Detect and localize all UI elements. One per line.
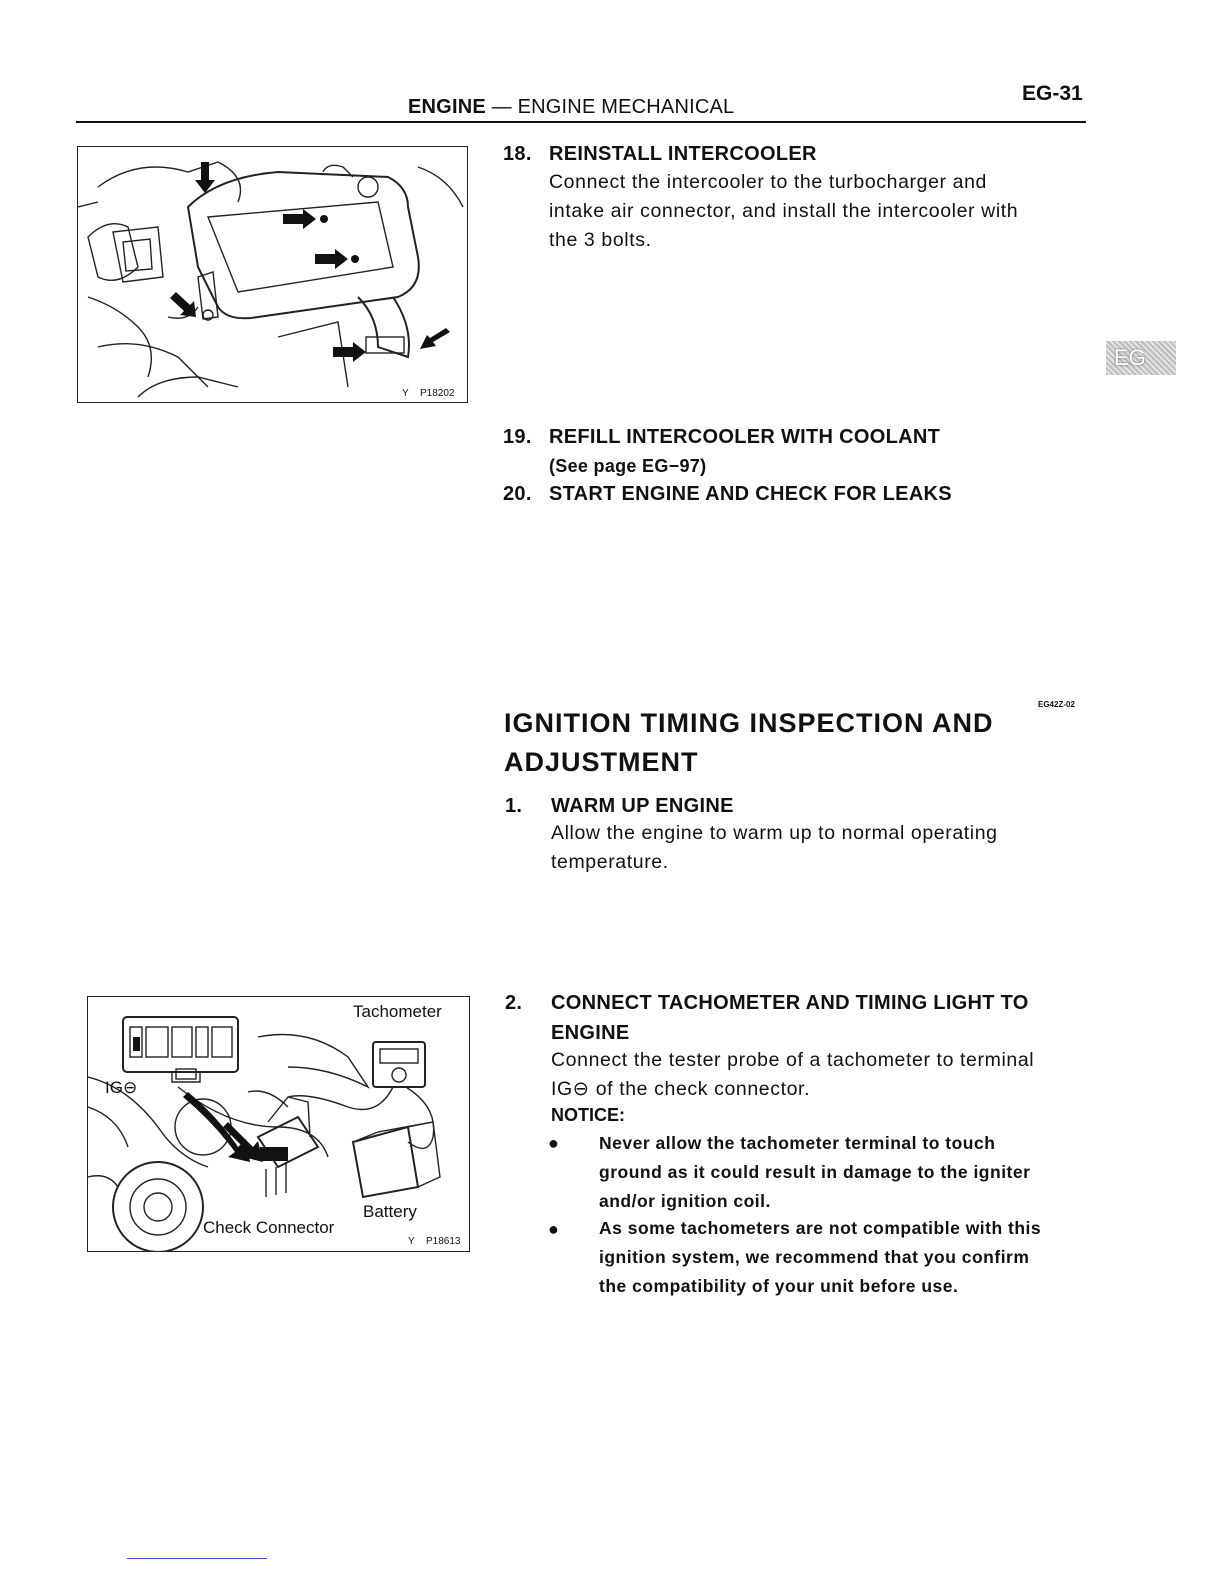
bullet-1-line-3: and/or ignition coil. xyxy=(599,1191,771,1211)
step-18-body xyxy=(549,168,1018,255)
step-18-number: 18. xyxy=(503,143,532,165)
step-20-title: START ENGINE AND CHECK FOR LEAKS xyxy=(549,483,952,505)
section-title-line-2: ADJUSTMENT xyxy=(504,747,699,777)
header-rule xyxy=(76,121,1086,123)
step-18-line-1: Connect the intercooler to the turbocharger and xyxy=(549,171,987,193)
bullet-1 xyxy=(599,1129,1089,1216)
section-title-line-1: IGNITION TIMING INSPECTION AND xyxy=(504,708,994,738)
label-battery: Battery xyxy=(363,1202,417,1221)
step-20-number: 20. xyxy=(503,483,532,505)
step-19-title: REFILL INTERCOOLER WITH COOLANT xyxy=(549,426,941,448)
section-code: EG42Z-02 xyxy=(1038,700,1075,709)
figure-code: P18202 xyxy=(420,388,455,399)
notice-label: NOTICE: xyxy=(551,1105,625,1125)
label-check-connector: Check Connector xyxy=(203,1218,335,1237)
bullet-2-line-2: ignition system, we recommend that you confirm xyxy=(599,1247,1030,1267)
page-header-title: ENGINE — ENGINE MECHANICAL xyxy=(408,96,735,118)
bullet-1-line-2: ground as it could result in damage to the igniter xyxy=(599,1162,1031,1182)
step-1-body xyxy=(551,819,998,877)
bullet-2-line-3: the compatibility of your unit before use. xyxy=(599,1276,959,1296)
step-19-subtitle: (See page EG−97) xyxy=(549,456,707,476)
step-1-line-1: Allow the engine to warm up to normal operating xyxy=(551,822,998,844)
bullet-2 xyxy=(599,1214,1089,1301)
tachometer-figure xyxy=(87,996,470,1252)
step-2-number: 2. xyxy=(505,992,523,1014)
bullet-2-dot: ● xyxy=(548,1219,559,1239)
bullet-2-line-1: As some tachometers are not compatible with this xyxy=(599,1218,1042,1238)
step-18-line-3: the 3 bolts. xyxy=(549,229,652,251)
step-2-title-line-2: ENGINE xyxy=(551,1022,630,1044)
step-2-body xyxy=(551,1046,1034,1104)
section-tab: EG xyxy=(1106,341,1176,375)
step-2-line-1: Connect the tester probe of a tachometer to terminal xyxy=(551,1049,1035,1071)
section-title xyxy=(504,704,1044,782)
step-19-number: 19. xyxy=(503,426,532,448)
intercooler-figure xyxy=(77,146,468,403)
step-1-title: WARM UP ENGINE xyxy=(551,795,734,817)
figure2-code-prefix: Y xyxy=(408,1236,415,1247)
intercooler-illustration xyxy=(78,147,467,402)
figure2-code: P18613 xyxy=(426,1236,461,1247)
footer-line xyxy=(127,1558,267,1559)
step-2-line-2: IG⊖ of the check connector. xyxy=(551,1078,811,1100)
step-1-number: 1. xyxy=(505,795,523,817)
step-1-line-2: temperature. xyxy=(551,851,669,873)
figure-code-prefix: Y xyxy=(402,388,409,399)
step-18-line-2: intake air connector, and install the intercooler with xyxy=(549,200,1019,222)
label-ig-terminal: IG⊖ xyxy=(105,1078,138,1097)
bullet-1-line-1: Never allow the tachometer terminal to touch xyxy=(599,1133,996,1153)
step-2-title-line-1: CONNECT TACHOMETER AND TIMING LIGHT TO xyxy=(551,992,1029,1014)
page-number: EG-31 xyxy=(1022,82,1083,105)
step-18-title: REINSTALL INTERCOOLER xyxy=(549,143,817,165)
tachometer-illustration xyxy=(88,997,469,1251)
bullet-1-dot: ● xyxy=(548,1133,559,1153)
label-tachometer: Tachometer xyxy=(353,1002,442,1021)
